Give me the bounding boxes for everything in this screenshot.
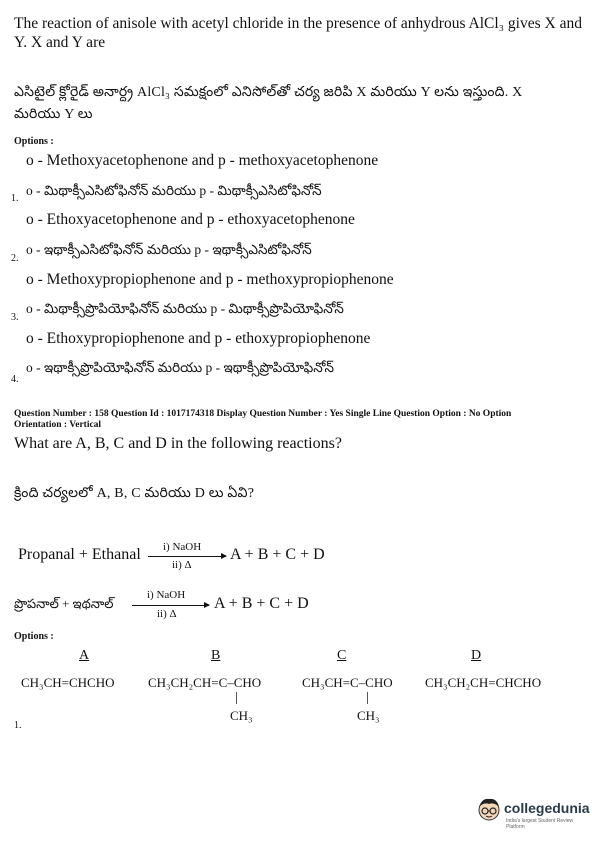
option-2-en: o - Ethoxyacetophenone and p - ethoxyacetophenone	[26, 211, 355, 228]
question-2-text-te: క్రింది చర్యలలో A, B, C మరియు D లు ఏవి?	[14, 486, 255, 501]
reaction-en-condition-2: ii) Δ	[172, 559, 192, 571]
question-text-en: The reaction of anisole with acetyl chloride in the presence of anhydrous AlCl₃ gives X and Y. X and Y are	[14, 15, 582, 51]
option-2-te: o - ఇథాక్సీఎసిటోఫినోన్ మరియు p - ఇథాక్సీఎసిటోఫినోన్	[26, 242, 312, 257]
reaction-te-arrow	[132, 605, 209, 606]
structure-header-b: B	[211, 648, 221, 663]
reaction-te-condition-2: ii) Δ	[157, 608, 177, 620]
structure-header-d: D	[471, 648, 482, 663]
structure-header-c: C	[337, 648, 347, 663]
options-label-q2: Options :	[14, 631, 54, 642]
structure-a: CH₃CH=CHCHO	[21, 675, 115, 690]
reaction-en-condition-1: i) NaOH	[163, 541, 202, 553]
structure-c: CH₃CH=C–CHO	[302, 675, 393, 690]
option-1-en: o - Methoxyacetophenone and p - methoxyacetophenone	[26, 152, 379, 169]
option-1-number: 1.	[11, 193, 19, 204]
collegedunia-logo	[476, 794, 588, 830]
question-meta-line2: Orientation : Vertical	[14, 420, 102, 430]
question-2-text-en: What are A, B, C and D in the following reactions?	[14, 435, 342, 452]
option-1-te: o - మిథాక్సీఎసిటోఫినోన్ మరియు p - మిథాక్సీఎసిటోఫినోన్	[26, 183, 322, 198]
question-text-te-line1: ఎసిటైల్ క్లోరైడ్ అనార్ద్ర AlCl₃ సమక్షంలో ఎనిసోల్‌తో చర్య జరిపి X మరియు Y లను ఇస్తుంది. X	[14, 85, 523, 100]
option-2-number: 2.	[11, 253, 19, 264]
logo-tagline: India's largest Student Review Platform	[506, 818, 574, 830]
reaction-en-products: A + B + C + D	[230, 546, 325, 563]
options-label: Options :	[14, 136, 54, 147]
structure-d: CH₃CH₂CH=CHCHO	[425, 675, 542, 690]
reaction-te-products: A + B + C + D	[214, 595, 309, 612]
option-4-number: 4.	[11, 374, 19, 385]
structure-b-substituent: CH₃	[230, 708, 253, 723]
structure-c-substituent: CH₃	[357, 708, 380, 723]
option-4-en: o - Ethoxypropiophenone and p - ethoxypropiophenone	[26, 330, 371, 347]
option-3-number: 3.	[11, 312, 19, 323]
question-text-te-line2: మరియు Y లు	[14, 107, 93, 122]
mascot-icon	[476, 796, 502, 824]
structure-b-branch-bond	[236, 692, 237, 704]
structure-c-branch-bond	[367, 692, 368, 704]
reaction-en-arrow	[148, 556, 226, 557]
question-meta-line1: Question Number : 158 Question Id : 1017174318 Display Question Number : Yes Single Line Question Option : No Option	[14, 409, 512, 419]
logo-wordmark: collegedunia	[504, 800, 590, 816]
option-4-te: o - ఇథాక్సీప్రొపియోఫినోన్ మరియు p - ఇథాక్సీప్రొపియోఫినోన్	[26, 360, 334, 375]
option-q2-1-number: 1.	[14, 720, 22, 731]
structure-header-a: A	[79, 648, 90, 663]
option-3-en: o - Methoxypropiophenone and p - methoxypropiophenone	[26, 271, 394, 288]
reaction-en-reactants: Propanal + Ethanal	[18, 546, 141, 563]
option-3-te: o - మిథాక్సీప్రొపియోఫినోన్ మరియు p - మిథాక్సీప్రొపియోఫినోన్	[26, 301, 344, 316]
reaction-te-condition-1: i) NaOH	[147, 589, 186, 601]
structure-b: CH₃CH₂CH=C–CHO	[148, 675, 262, 690]
reaction-te-reactants: ప్రొపనాల్ + ఇథనాల్	[14, 596, 114, 611]
